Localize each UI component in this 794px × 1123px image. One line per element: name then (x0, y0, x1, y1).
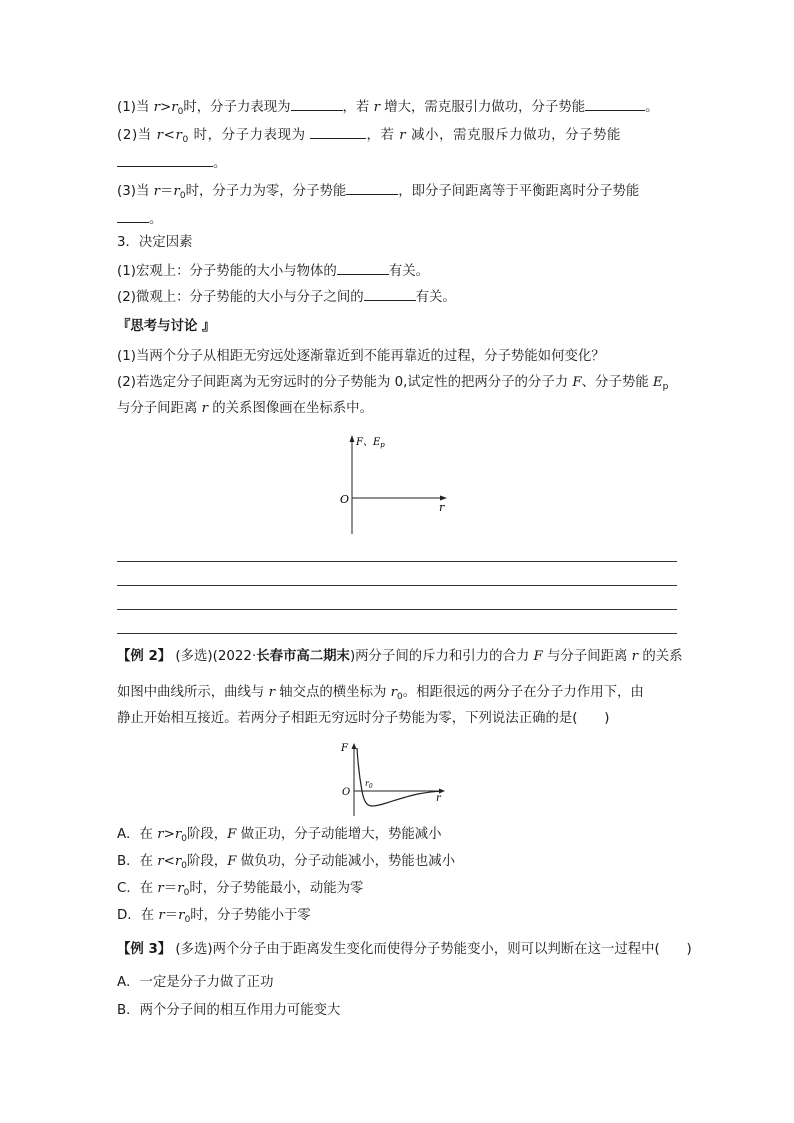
origin-label: O (342, 787, 351, 798)
option-d[interactable]: D．在 $r=r_0$时，分子势能小于零 (117, 908, 311, 925)
origin-label: O (340, 493, 350, 506)
answer-line[interactable] (117, 585, 677, 586)
answer-line[interactable] (117, 561, 677, 562)
option-c[interactable]: C．在 $r=r_0$时，分子势能最小，动能为零 (117, 881, 364, 898)
example2-stem-2: 如图中曲线所示，曲线与 r 轴交点的横坐标为 $r_0$。相距很远的两分子在分子力作用下，由 (117, 685, 644, 702)
force-curve (357, 748, 442, 806)
fill-blank[interactable] (310, 124, 366, 139)
fill-blank[interactable] (346, 180, 398, 195)
y-axis-arrow-icon (352, 743, 357, 749)
factor-macro: (1)宏观上：分子势能的大小与物体的 有关。 (117, 260, 429, 281)
fill-blank[interactable] (337, 260, 389, 275)
section-heading-factors: 3．决定因素 (117, 235, 193, 250)
item-r-less-r0-cont: 。 (117, 152, 226, 173)
discussion-title: 『思考与讨论 』 (117, 319, 216, 334)
option-b[interactable]: B．两个分子间的相互作用力可能变大 (117, 1003, 341, 1018)
example2-stem-3: 静止开始相互接近。若两分子相距无穷远时分子势能为零，下列说法正确的是( ) (117, 711, 610, 726)
x-axis-label: r (436, 793, 441, 804)
option-a[interactable]: A．在 $r>r_0$阶段，F 做正功，分子动能增大，势能减小 (117, 827, 442, 844)
option-b[interactable]: B．在 $r<r_0$阶段，F 做负功，分子动能减小，势能也减小 (117, 854, 455, 871)
y-axis-arrow-icon (350, 435, 355, 442)
item-r-equal-r0: (3)当 $r=r_0$时，分子力为零，分子势能 ，即分子间距离等于平衡距离时分子势能 (117, 180, 639, 205)
blank-axes-diagram (335, 432, 455, 537)
force-curve-diagram (338, 740, 450, 818)
discussion-q2-cont: 与分子间距离 r 的关系图像画在坐标系中。 (117, 401, 373, 416)
answer-line[interactable] (117, 609, 677, 610)
r0-label: $r_0$ (365, 779, 373, 790)
discussion-q1: (1)当两个分子从相距无穷远处逐渐靠近到不能再靠近的过程，分子势能如何变化？ (117, 349, 605, 364)
option-a[interactable]: A．一定是分子力做了正功 (117, 975, 274, 990)
factor-micro: (2)微观上：分子势能的大小与分子之间的 有关。 (117, 286, 456, 307)
item-r-less-r0: (2)当 $r<r_0$ 时，分子力表现为 ，若 r 减小，需克服斥力做功，分子势能 (117, 124, 621, 149)
fill-blank[interactable] (117, 208, 149, 223)
y-axis-label: F、$E_p$ (356, 437, 385, 449)
y-axis-label: F (341, 743, 348, 754)
x-axis-label: r (439, 501, 445, 514)
discussion-q2: (2)若选定分子间距离为无穷远时的分子势能为 0,试定性的把两分子的分子力 F、分子势能 $E_p$ (117, 375, 669, 392)
fill-blank[interactable] (291, 96, 343, 111)
x-axis-arrow-icon (440, 496, 447, 501)
answer-line[interactable] (117, 633, 677, 634)
fill-blank[interactable] (117, 152, 213, 167)
example2-stem: 【例 2】 (多选)(2022·长春市高二期末)两分子间的斥力和引力的合力 F 与分子间距离 r 的关系 (117, 649, 683, 664)
example3-stem: 【例 3】 (多选)两个分子由于距离发生变化而使得分子势能变小，则可以判断在这一过程中( ) (117, 942, 692, 957)
item-r-equal-r0-cont: 。 (117, 208, 162, 229)
item-r-greater-r0: (1)当 $r>r_0$时，分子力表现为 ，若 r 增大，需克服引力做功，分子势能 。 (117, 96, 659, 121)
fill-blank[interactable] (585, 96, 645, 111)
fill-blank[interactable] (364, 286, 416, 301)
